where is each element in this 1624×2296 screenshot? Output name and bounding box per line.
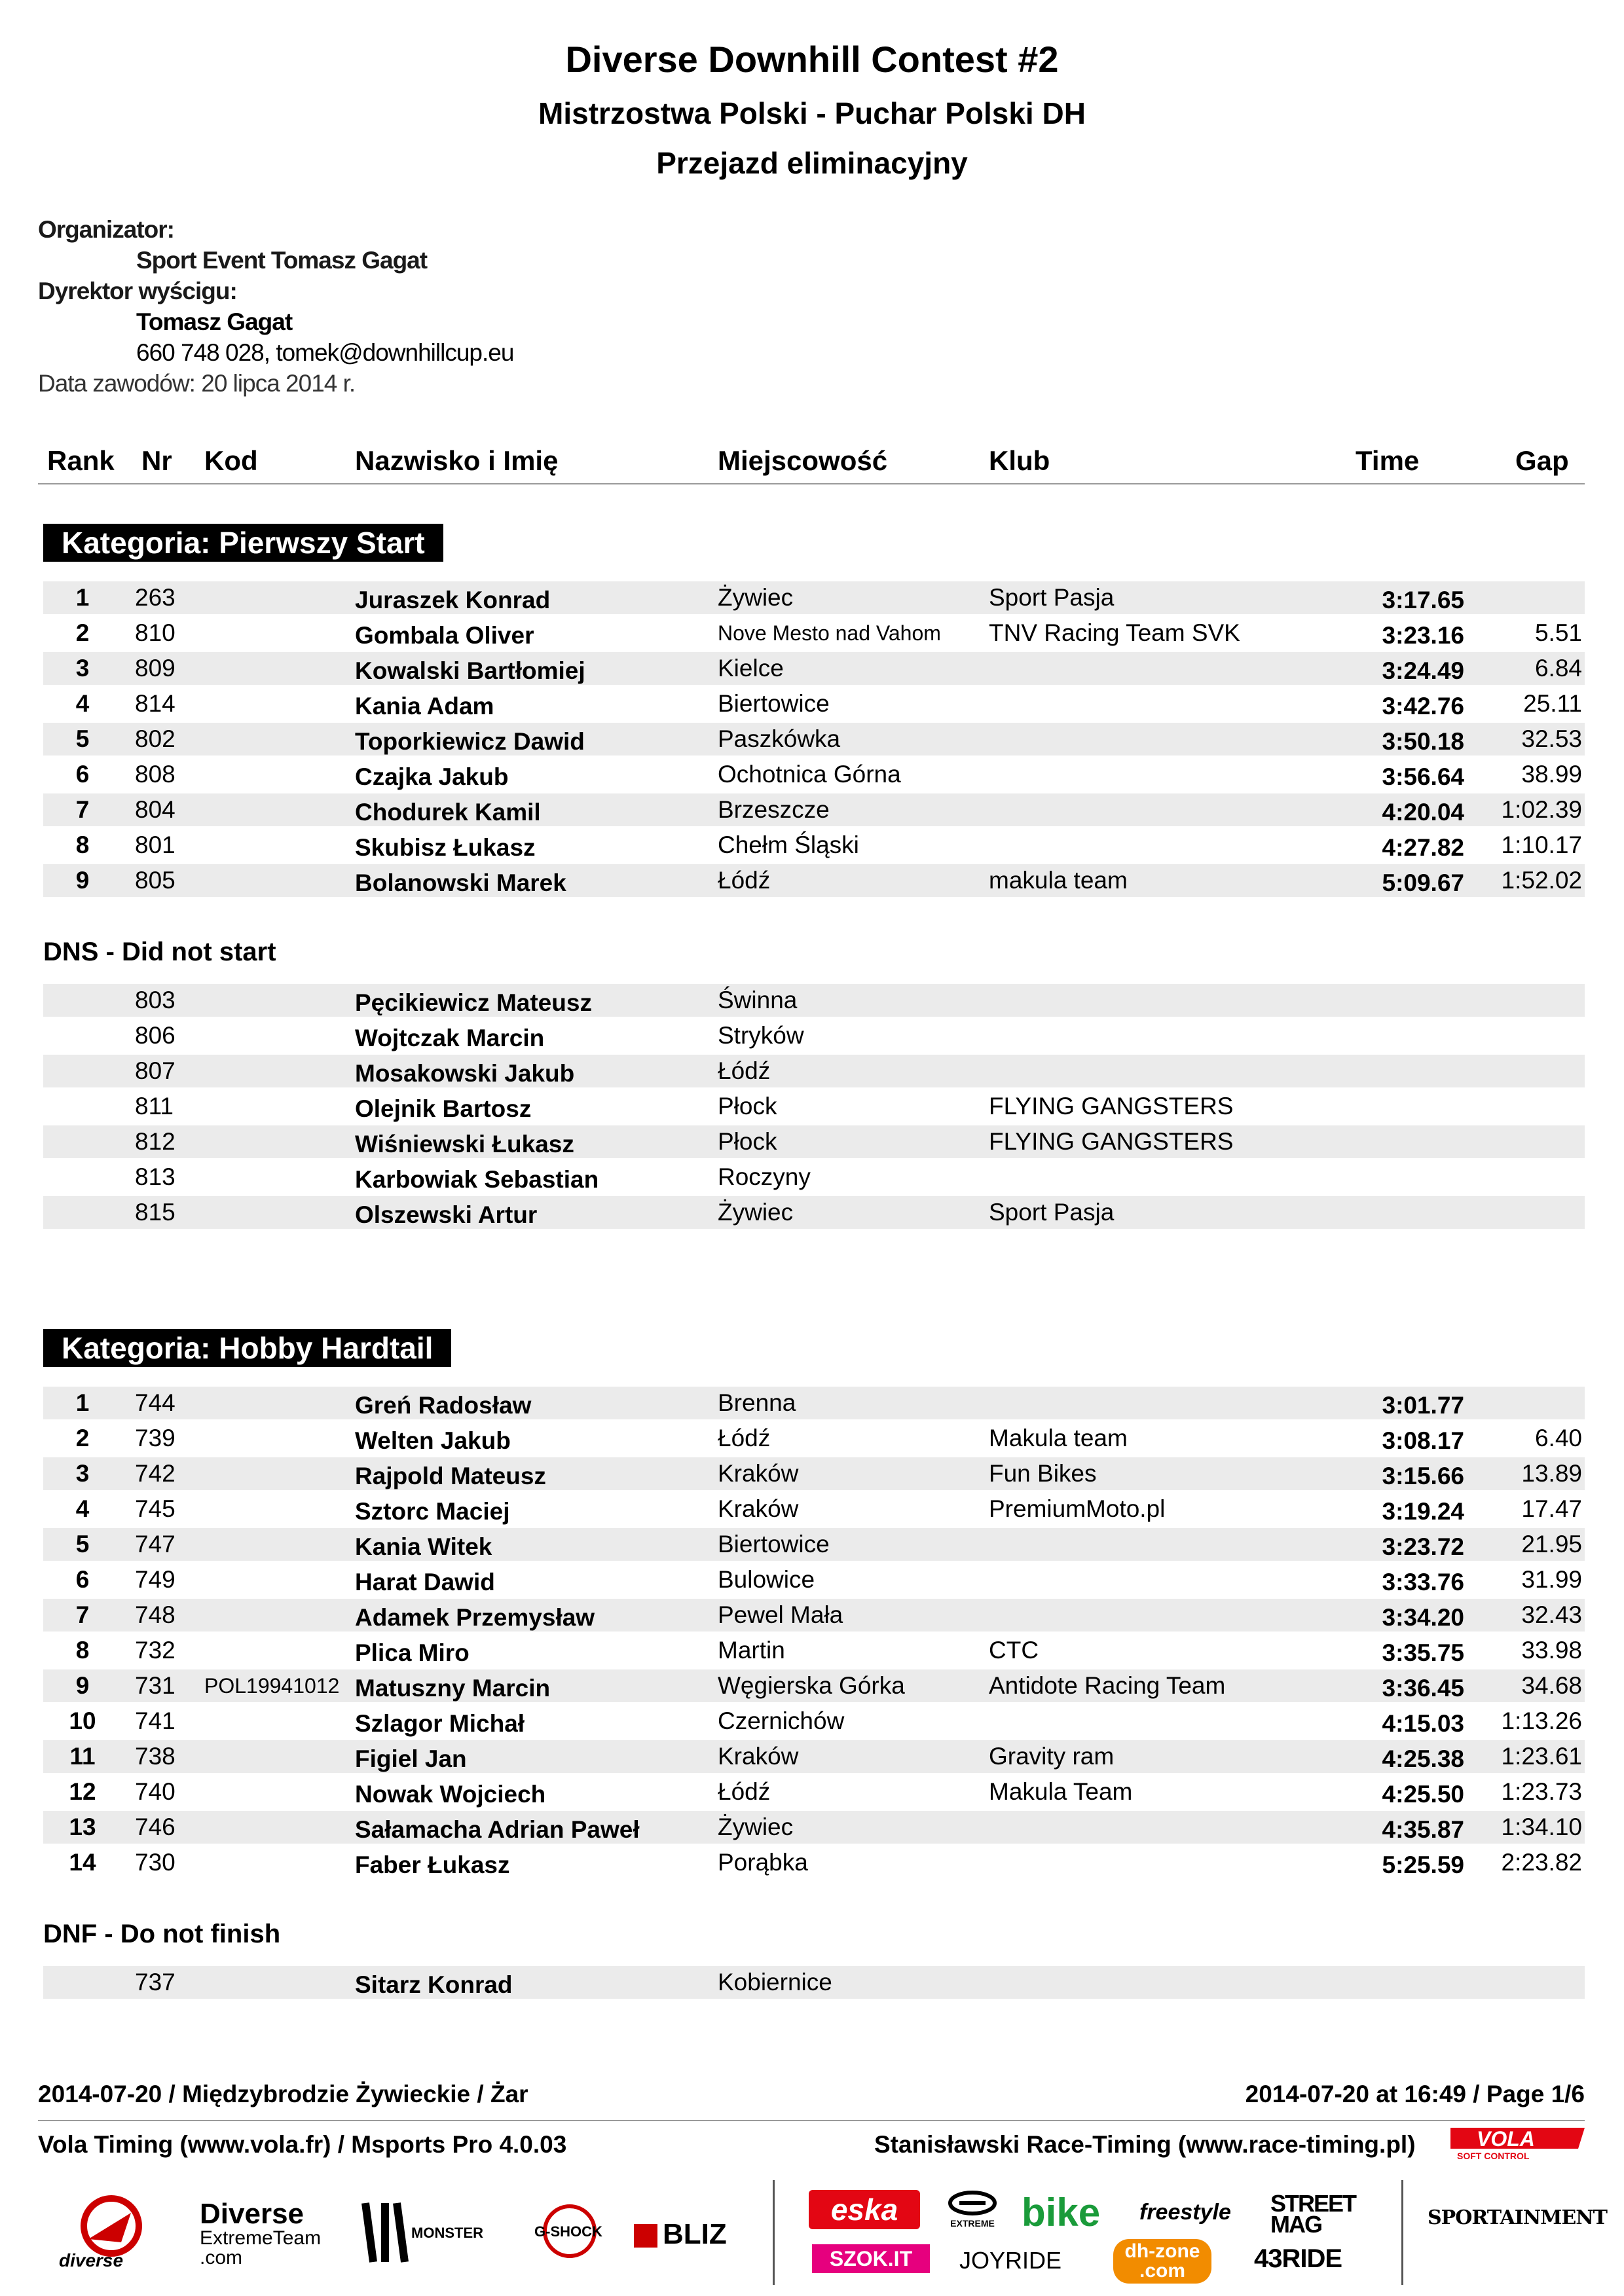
city-cell: Kobiernice (718, 1969, 832, 1995)
name-cell: Juraszek Konrad (355, 587, 551, 613)
table-row (43, 1457, 1585, 1490)
time-cell: 4:35.87 (1382, 1816, 1464, 1843)
monster-logo (359, 2200, 490, 2265)
freestyle-logo: freestyle (1139, 2200, 1231, 2225)
race-date: Data zawodów: 20 lipca 2014 r. (38, 370, 356, 397)
nr-cell: 745 (135, 1495, 175, 1522)
name-cell: Greń Radosław (355, 1392, 532, 1419)
name-cell: Mosakowski Jakub (355, 1060, 575, 1087)
time-cell: 4:15.03 (1382, 1710, 1464, 1737)
city-cell: Kraków (718, 1495, 799, 1522)
city-cell: Bulowice (718, 1566, 815, 1593)
city-cell: Porąbka (718, 1849, 808, 1876)
col-city: Miejscowość (718, 445, 888, 476)
rank-cell: 7 (75, 1601, 90, 1628)
club-cell: CTC (989, 1637, 1039, 1664)
organizer-label: Organizator: (38, 216, 174, 243)
time-cell: 3:23.16 (1382, 622, 1464, 649)
city-cell: Martin (718, 1637, 785, 1664)
gap-cell: 1:23.61 (1501, 1743, 1582, 1770)
svg-text:MONSTER: MONSTER (411, 2225, 483, 2241)
name-cell: Welten Jakub (355, 1427, 511, 1454)
table-row (43, 687, 1585, 720)
logo-separator-1 (773, 2180, 775, 2285)
nr-cell: 747 (135, 1531, 175, 1558)
name-cell: Figiel Jan (355, 1745, 467, 1772)
col-club: Klub (989, 445, 1050, 476)
table-row (43, 1776, 1585, 1808)
time-cell: 3:35.75 (1382, 1639, 1464, 1666)
nr-cell: 744 (135, 1389, 175, 1416)
gap-cell: 31.99 (1521, 1566, 1582, 1593)
table-row (43, 1196, 1585, 1229)
nr-cell: 813 (135, 1163, 175, 1190)
name-cell: Gombala Oliver (355, 622, 534, 649)
club-cell: Makula team (989, 1425, 1128, 1451)
director-contact: 660 748 028, tomek@downhillcup.eu (136, 339, 514, 366)
nr-cell: 812 (135, 1128, 175, 1155)
rank-cell: 7 (75, 796, 90, 823)
table-row (43, 1705, 1585, 1738)
nr-cell: 807 (135, 1057, 175, 1084)
time-cell: 3:08.17 (1382, 1427, 1464, 1454)
footer-divider (38, 2120, 1585, 2121)
dns-title: DNS - Did not start (43, 938, 276, 966)
organizer: Sport Event Tomasz Gagat (136, 247, 428, 274)
gap-cell: 2:23.82 (1501, 1849, 1582, 1876)
rank-cell: 8 (75, 1637, 90, 1664)
gap-cell: 21.95 (1521, 1531, 1582, 1558)
col-name: Nazwisko i Imię (355, 445, 559, 476)
time-cell: 3:42.76 (1382, 693, 1464, 720)
gap-cell: 32.43 (1521, 1601, 1582, 1628)
table-row (43, 864, 1585, 897)
gap-cell: 33.98 (1521, 1637, 1582, 1664)
nr-cell: 748 (135, 1601, 175, 1628)
time-cell: 3:15.66 (1382, 1463, 1464, 1489)
rank-cell: 1 (75, 1389, 90, 1416)
kod-cell: POL19941012 (204, 1674, 340, 1698)
table-row (43, 1387, 1585, 1419)
gap-cell: 1:23.73 (1501, 1778, 1582, 1805)
table-row (43, 723, 1585, 756)
city-cell: Paszkówka (718, 725, 841, 752)
table-row (43, 1846, 1585, 1879)
club-cell: Fun Bikes (989, 1460, 1097, 1487)
nr-cell: 732 (135, 1637, 175, 1664)
time-cell: 3:01.77 (1382, 1392, 1464, 1419)
name-cell: Szlagor Michał (355, 1710, 525, 1737)
table-row (43, 617, 1585, 649)
city-cell: Chełm Śląski (718, 831, 859, 858)
table-row (43, 758, 1585, 791)
name-cell: Wiśniewski Łukasz (355, 1131, 574, 1157)
time-cell: 4:20.04 (1382, 799, 1464, 826)
rank-cell: 14 (69, 1849, 96, 1876)
nr-cell: 810 (135, 619, 175, 646)
name-cell: Plica Miro (355, 1639, 470, 1666)
table-row (43, 1422, 1585, 1455)
footer-location: 2014-07-20 / Międzybrodzie Żywieckie / Żar (38, 2081, 528, 2107)
sportainment-logo: SPORTAINMENT (1428, 2206, 1607, 2229)
time-cell: 4:27.82 (1382, 834, 1464, 861)
city-cell: Kielce (718, 655, 784, 682)
nr-cell: 801 (135, 831, 175, 858)
name-cell: Sitarz Konrad (355, 1971, 513, 1998)
city-cell: Łódź (718, 867, 771, 894)
name-cell: Olejnik Bartosz (355, 1095, 532, 1122)
rank-cell: 12 (69, 1778, 96, 1805)
gap-cell: 6.40 (1534, 1425, 1582, 1451)
gshock-logo (530, 2200, 609, 2265)
gap-cell: 13.89 (1521, 1460, 1582, 1487)
table-row (43, 1161, 1585, 1194)
name-cell: Bolanowski Marek (355, 869, 566, 896)
table-row (43, 1599, 1585, 1631)
city-cell: Nove Mesto nad Vahom (718, 621, 941, 645)
footer-timing: Stanisławski Race-Timing (www.race-timing.pl) (874, 2131, 1416, 2158)
43ride-logo: 43RIDE (1254, 2244, 1342, 2273)
table-row (43, 984, 1585, 1017)
page-subtitle: Mistrzostwa Polski - Puchar Polski DH (538, 96, 1086, 130)
table-row (43, 1966, 1585, 1999)
vola-logo-text: VOLA (1477, 2127, 1535, 2151)
city-cell: Płock (718, 1128, 777, 1155)
rank-cell: 4 (75, 1495, 90, 1522)
time-cell: 4:25.38 (1382, 1745, 1464, 1772)
name-cell: Sałamacha Adrian Paweł (355, 1816, 640, 1843)
city-cell: Łódź (718, 1425, 771, 1451)
nr-cell: 809 (135, 655, 175, 682)
nr-cell: 803 (135, 987, 175, 1013)
city-cell: Ochotnica Górna (718, 761, 901, 788)
time-cell: 4:25.50 (1382, 1781, 1464, 1808)
club-cell: FLYING GANGSTERS (989, 1128, 1234, 1155)
nr-cell: 806 (135, 1022, 175, 1049)
category-title-2: Kategoria: Hobby Hardtail (43, 1329, 451, 1367)
name-cell: Kowalski Bartłomiej (355, 657, 585, 684)
table-row (43, 1634, 1585, 1667)
dnf-title: DNF - Do not finish (43, 1920, 281, 1948)
streetmag-logo: STREET MAG (1270, 2190, 1356, 2238)
city-cell: Płock (718, 1093, 777, 1120)
nr-cell: 738 (135, 1743, 175, 1770)
city-cell: Węgierska Górka (718, 1672, 905, 1699)
gap-cell: 1:34.10 (1501, 1813, 1582, 1840)
time-cell: 3:56.64 (1382, 763, 1464, 790)
name-cell: Sztorc Maciej (355, 1498, 510, 1525)
name-cell: Kania Adam (355, 693, 494, 720)
time-cell: 3:17.65 (1382, 587, 1464, 613)
rank-cell: 11 (69, 1743, 96, 1770)
joyride-logo: JOYRIDE (959, 2247, 1062, 2274)
rank-cell: 2 (75, 619, 90, 646)
gap-cell: 1:10.17 (1501, 831, 1582, 858)
rank-cell: 9 (75, 867, 90, 894)
rank-cell: 3 (75, 1460, 90, 1487)
svg-text:G-SHOCK: G-SHOCK (534, 2223, 602, 2240)
gap-cell: 6.84 (1534, 655, 1582, 682)
rank-cell: 6 (75, 761, 90, 788)
time-cell: 3:19.24 (1382, 1498, 1464, 1525)
name-cell: Karbowiak Sebastian (355, 1166, 599, 1193)
name-cell: Olszewski Artur (355, 1201, 538, 1228)
city-cell: Stryków (718, 1022, 804, 1049)
club-cell: TNV Racing Team SVK (989, 619, 1240, 646)
rank-cell: 5 (75, 1531, 90, 1558)
city-cell: Biertowice (718, 690, 830, 717)
city-cell: Brenna (718, 1389, 796, 1416)
name-cell: Harat Dawid (355, 1569, 495, 1595)
nr-cell: 731 (135, 1672, 175, 1699)
time-cell: 3:34.20 (1382, 1604, 1464, 1631)
club-cell: makula team (989, 867, 1128, 894)
table-row (43, 652, 1585, 685)
gap-cell: 17.47 (1521, 1495, 1582, 1522)
table-row (43, 1125, 1585, 1158)
time-cell: 3:50.18 (1382, 728, 1464, 755)
city-cell: Żywiec (718, 1199, 794, 1226)
city-cell: Kraków (718, 1460, 799, 1487)
club-cell: Antidote Racing Team (989, 1672, 1226, 1699)
nr-cell: 730 (135, 1849, 175, 1876)
nr-cell: 805 (135, 867, 175, 894)
city-cell: Łódź (718, 1778, 771, 1805)
table-row (43, 829, 1585, 862)
name-cell: Chodurek Kamil (355, 799, 541, 826)
rank-cell: 6 (75, 1566, 90, 1593)
name-cell: Faber Łukasz (355, 1851, 510, 1878)
rank-cell: 13 (69, 1813, 96, 1840)
nr-cell: 741 (135, 1707, 175, 1734)
club-cell: FLYING GANGSTERS (989, 1093, 1234, 1120)
name-cell: Pęcikiewicz Mateusz (355, 989, 592, 1016)
name-cell: Czajka Jakub (355, 763, 509, 790)
name-cell: Toporkiewicz Dawid (355, 728, 585, 755)
club-cell: Gravity ram (989, 1743, 1115, 1770)
table-row (43, 1019, 1585, 1052)
col-time: Time (1356, 445, 1420, 476)
gap-cell: 5.51 (1534, 619, 1582, 646)
time-cell: 3:24.49 (1382, 657, 1464, 684)
rank-cell: 10 (69, 1707, 96, 1734)
table-row (43, 1090, 1585, 1123)
nr-cell: 749 (135, 1566, 175, 1593)
table-row (43, 793, 1585, 826)
table-row (43, 1055, 1585, 1087)
time-cell: 3:33.76 (1382, 1569, 1464, 1595)
vola-logo-sub: SOFT CONTROL (1457, 2151, 1530, 2160)
club-cell: PremiumMoto.pl (989, 1495, 1166, 1522)
director-label: Dyrektor wyścigu: (38, 278, 237, 304)
gap-cell: 1:02.39 (1501, 796, 1582, 823)
name-cell: Skubisz Łukasz (355, 834, 536, 861)
nr-cell: 804 (135, 796, 175, 823)
city-cell: Łódź (718, 1057, 771, 1084)
table-row (43, 581, 1585, 614)
city-cell: Roczyny (718, 1163, 811, 1190)
category-title-1: Kategoria: Pierwszy Start (43, 524, 443, 562)
club-cell: Sport Pasja (989, 584, 1115, 611)
director: Tomasz Gagat (136, 308, 293, 335)
diverse-team-logo: Diverse ExtremeTeam .com (200, 2198, 322, 2269)
city-cell: Czernichów (718, 1707, 845, 1734)
col-kod: Kod (204, 445, 258, 476)
table-row (43, 1528, 1585, 1561)
city-cell: Biertowice (718, 1531, 830, 1558)
logo-separator-2 (1401, 2180, 1403, 2285)
name-cell: Nowak Wojciech (355, 1781, 546, 1808)
name-cell: Kania Witek (355, 1533, 492, 1560)
city-cell: Żywiec (718, 1813, 794, 1840)
eska-logo: eska (809, 2190, 920, 2229)
rank-cell: 5 (75, 725, 90, 752)
table-row (43, 1811, 1585, 1844)
name-cell: Matuszny Marcin (355, 1675, 551, 1702)
time-cell: 5:25.59 (1382, 1851, 1464, 1878)
page-title: Diverse Downhill Contest #2 (565, 39, 1059, 80)
name-cell: Adamek Przemysław (355, 1604, 595, 1631)
nr-cell: 263 (135, 584, 175, 611)
city-cell: Świnna (718, 987, 798, 1013)
rank-cell: 9 (75, 1672, 90, 1699)
table-row (43, 1740, 1585, 1773)
dhzone-logo: dh-zone .com (1113, 2239, 1211, 2284)
nr-cell: 740 (135, 1778, 175, 1805)
nr-cell: 737 (135, 1969, 175, 1995)
nr-cell: 739 (135, 1425, 175, 1451)
gap-cell: 1:13.26 (1501, 1707, 1582, 1734)
vola-logo (1450, 2126, 1585, 2160)
diverse-logo (52, 2193, 164, 2272)
club-cell: Sport Pasja (989, 1199, 1115, 1226)
footer-software: Vola Timing (www.vola.fr) / Msports Pro 4.0.03 (38, 2131, 567, 2158)
svg-text:diverse: diverse (59, 2250, 124, 2270)
page-subtitle-2: Przejazd eliminacyjny (656, 146, 968, 180)
time-cell: 3:23.72 (1382, 1533, 1464, 1560)
footer-page: 2014-07-20 at 16:49 / Page 1/6 (1245, 2081, 1585, 2107)
gap-cell: 32.53 (1521, 725, 1582, 752)
nr-cell: 814 (135, 690, 175, 717)
city-cell: Kraków (718, 1743, 799, 1770)
col-rank: Rank (47, 445, 115, 476)
results-header (38, 445, 1585, 484)
time-cell: 3:36.45 (1382, 1675, 1464, 1702)
gap-cell: 38.99 (1521, 761, 1582, 788)
rank-cell: 4 (75, 690, 90, 717)
table-row (43, 1493, 1585, 1525)
col-nr: Nr (141, 445, 172, 476)
rank-cell: 2 (75, 1425, 90, 1451)
gap-cell: 25.11 (1523, 690, 1582, 717)
name-cell: Rajpold Mateusz (355, 1463, 546, 1489)
nr-cell: 811 (135, 1093, 174, 1120)
bliz-logo: BLIZ (634, 2218, 727, 2251)
rank-cell: 8 (75, 831, 90, 858)
nr-cell: 808 (135, 761, 175, 788)
gap-cell: 1:52.02 (1501, 867, 1582, 894)
city-cell: Brzeszcze (718, 796, 830, 823)
nr-cell: 815 (135, 1199, 175, 1226)
nr-cell: 746 (135, 1813, 175, 1840)
nr-cell: 742 (135, 1460, 175, 1487)
table-row (43, 1669, 1585, 1702)
club-cell: Makula Team (989, 1778, 1133, 1805)
szok-logo: SZOK.IT (812, 2244, 930, 2273)
table-row (43, 1563, 1585, 1596)
name-cell: Wojtczak Marcin (355, 1025, 545, 1051)
extreme-logo: EXTREME (943, 2190, 1002, 2229)
gap-cell: 34.68 (1521, 1672, 1582, 1699)
rank-cell: 3 (75, 655, 90, 682)
nr-cell: 802 (135, 725, 175, 752)
time-cell: 5:09.67 (1382, 869, 1464, 896)
bike-logo: bike (1022, 2191, 1101, 2234)
city-cell: Pewel Mała (718, 1601, 843, 1628)
rank-cell: 1 (75, 584, 90, 611)
city-cell: Żywiec (718, 584, 794, 611)
col-gap: Gap (1515, 445, 1569, 476)
